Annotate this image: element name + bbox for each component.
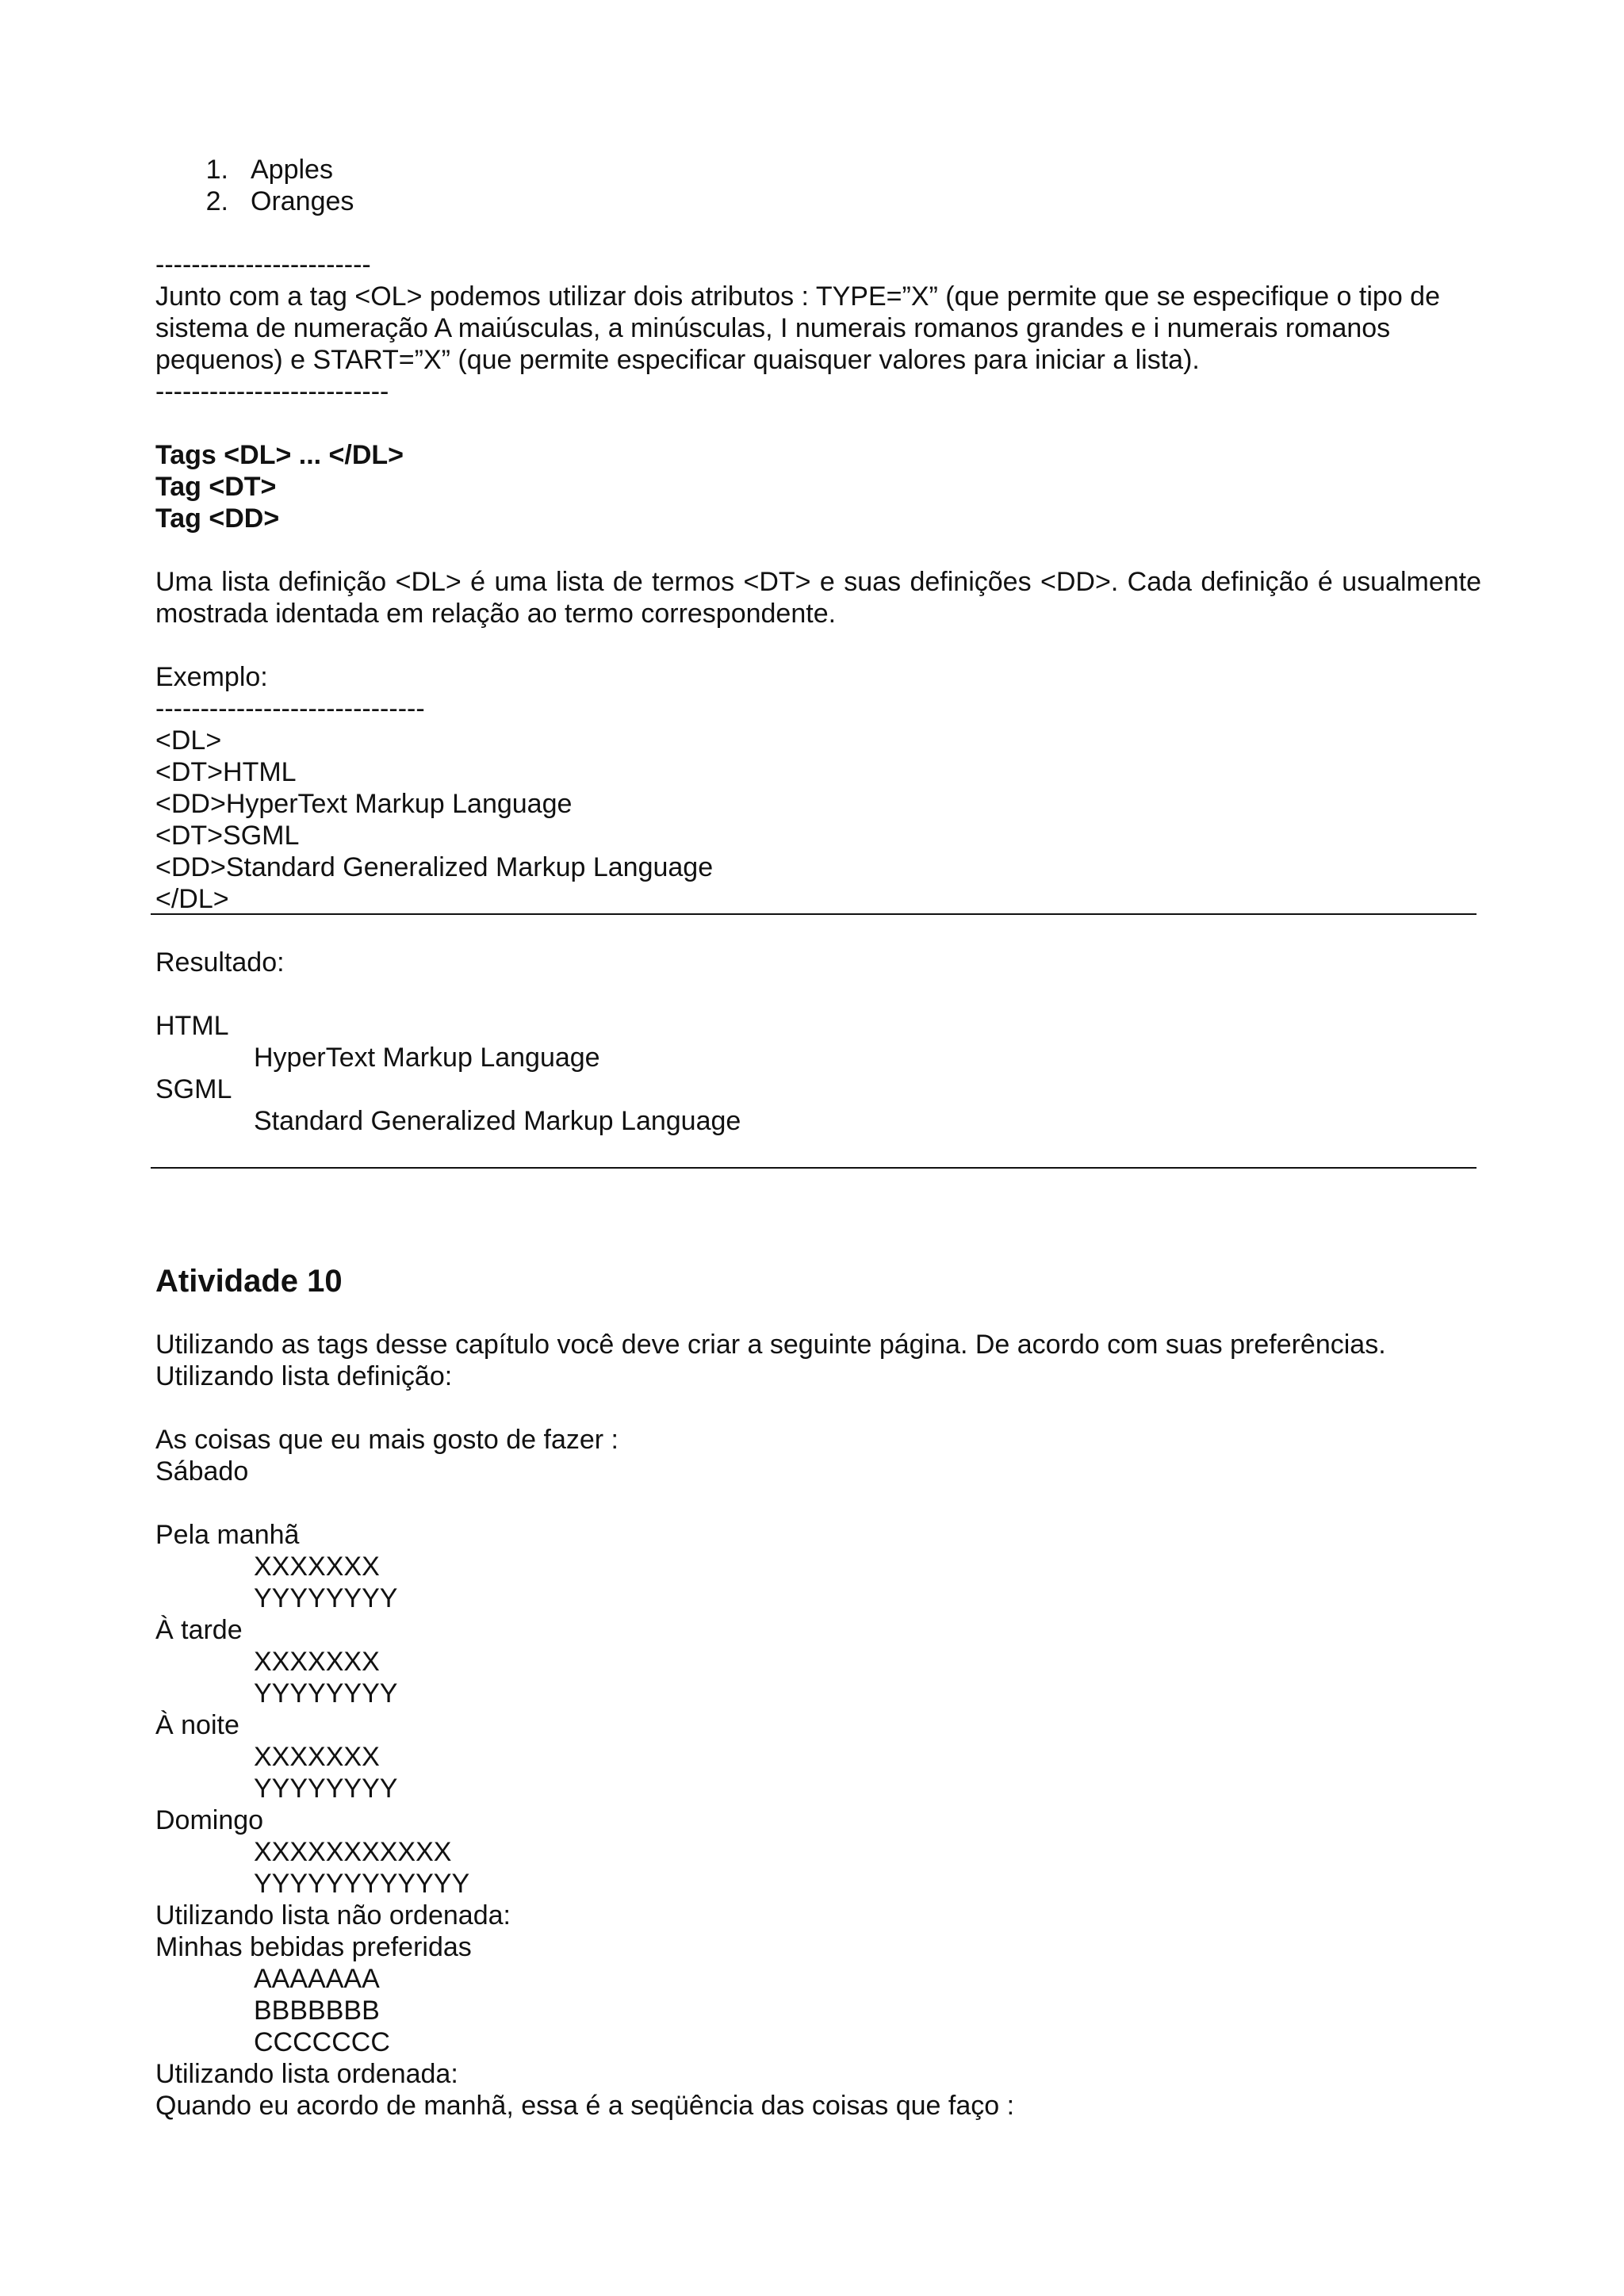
definition-description: XXXXXXX [254,1552,380,1582]
drinks-heading: Minhas bebidas preferidas [155,1932,472,1962]
code-line: <DT>HTML [155,757,297,787]
list-item: AAAAAAA [254,1964,380,1994]
horizontal-rule [151,1167,1477,1169]
definition-description: XXXXXXXXXXX [254,1837,452,1867]
ordered-list-label: Utilizando lista ordenada: [155,2059,458,2089]
text-divider: ------------------------ [155,250,371,280]
definition-description: Standard Generalized Markup Language [254,1106,741,1136]
definition-term: À noite [155,1710,239,1740]
definition-description: YYYYYYYY [254,1583,398,1613]
definition-term: Pela manhã [155,1520,300,1550]
list-item-text: Oranges [251,186,354,216]
definition-term: À tarde [155,1615,243,1645]
definition-description: YYYYYYYY [254,1774,398,1804]
code-line: <DT>SGML [155,821,300,851]
ol-attributes-paragraph: Junto com a tag <OL> podemos utilizar dois atributos : TYPE=”X” (que permite que se especifique o tipo de sistema de numeração A maiúsculas, a minúsculas, I numerais romanos grandes e i numerais romanos pequenos) e START=”X” (que permite especificar quaisquer valores para iniciar a lista). [155,281,1440,375]
list-item-text: Apples [251,155,333,185]
definition-description: XXXXXXX [254,1647,380,1677]
result-label: Resultado: [155,947,285,978]
morning-sequence-text: Quando eu acordo de manhã, essa é a seqüência das coisas que faço : [155,2091,1015,2121]
tag-heading-dt: Tag <DT> [155,472,277,502]
list-item: BBBBBBB [254,1996,380,2026]
list-item-number: 2. [205,186,228,216]
text-divider: ------------------------------ [155,694,425,724]
definition-description: HyperText Markup Language [254,1043,600,1073]
definition-description: YYYYYYYY [254,1678,398,1709]
list-item-number: 1. [205,155,228,185]
document-page [155,154,1481,2122]
definition-description: YYYYYYYYYYYY [254,1869,470,1899]
activity-intro: Utilizando lista definição: [155,1361,453,1391]
list-item [155,154,1481,186]
likes-heading: As coisas que eu mais gosto de fazer : [155,1425,619,1455]
tag-heading-dd: Tag <DD> [155,503,280,534]
list-item [155,186,1481,217]
definition-term: HTML [155,1011,229,1041]
example-label: Exemplo: [155,662,268,692]
code-line: </DL> [155,884,229,914]
saturday-label: Sábado [155,1456,249,1487]
list-item: CCCCCCC [254,2027,390,2057]
activity-title: Atividade 10 [155,1264,343,1299]
activity-intro: Utilizando as tags desse capítulo você deve criar a seguinte página. De acordo com suas preferências. [155,1330,1386,1360]
dl-description-paragraph: Uma lista definição <DL> é uma lista de termos <DT> e suas definições <DD>. Cada definição é usualmente mostrada identada em relação ao termo correspondente. [155,567,1481,629]
definition-description: XXXXXXX [254,1742,380,1772]
code-line: <DD>Standard Generalized Markup Language [155,852,714,882]
definition-term: Domingo [155,1805,264,1835]
horizontal-rule [151,913,1477,915]
definition-term: SGML [155,1074,232,1104]
code-line: <DL> [155,725,222,756]
unordered-list-label: Utilizando lista não ordenada: [155,1900,511,1931]
tag-heading-dl: Tags <DL> ... </DL> [155,440,404,470]
code-line: <DD>HyperText Markup Language [155,789,573,819]
text-divider: -------------------------- [155,377,389,407]
